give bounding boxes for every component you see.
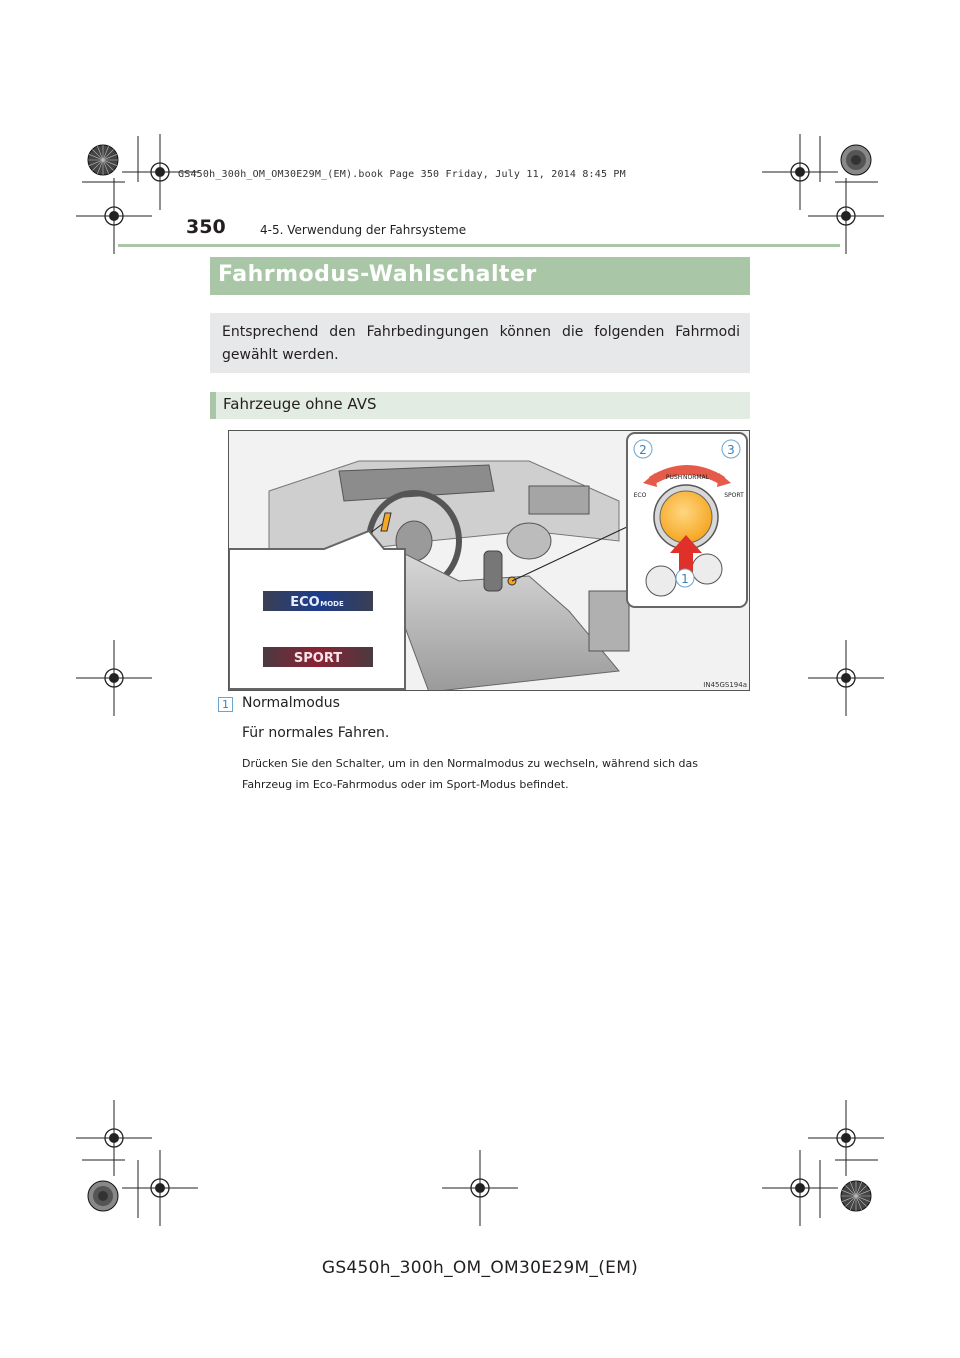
item-number-badge: 1 <box>218 697 233 712</box>
dashboard-illustration <box>229 431 750 691</box>
page-title: Fahrmodus-Wahlschalter <box>218 262 537 287</box>
dial-label-normal: NORMAL <box>682 474 710 481</box>
intro-box: Entsprechend den Fahrbedingungen können die folgenden Fahrmodi gewählt werden. <box>210 313 750 373</box>
badge-1: 1 <box>681 572 689 586</box>
item-title: Normalmodus <box>242 695 340 711</box>
badge-3: 3 <box>727 443 735 457</box>
header-rule <box>118 244 840 247</box>
subheading-bar <box>210 392 750 419</box>
section-title: 4-5. Verwendung der Fahrsysteme <box>260 223 467 237</box>
figure-code: IN45GS194a <box>703 681 747 689</box>
figure-illustration <box>228 430 750 691</box>
dial-label-sport: SPORT <box>724 492 744 499</box>
subheading-stripe <box>210 392 216 419</box>
sport-display-text: SPORT <box>293 651 343 666</box>
item-note: Drücken Sie den Schalter, um in den Normalmodus zu wechseln, während sich das Fahrzeug im Eco-Fahrmodus oder im Sport-Modus befindet. <box>242 757 699 791</box>
footer-code: GS450h_300h_OM_OM30E29M_(EM) <box>321 1258 639 1278</box>
subheading-text: Fahrzeuge ohne AVS <box>223 395 377 413</box>
title-bar <box>210 257 750 295</box>
dial-label-eco: ECO <box>633 492 647 499</box>
eco-display-small: MODE <box>320 600 344 608</box>
eco-display-text: ECO <box>290 595 320 610</box>
dial-label-push: PUSH <box>665 474 683 481</box>
item-description: Für normales Fahren. <box>242 725 390 741</box>
book-info-line: GS450h_300h_OM_OM30E29M_(EM).book Page 350 Friday, July 11, 2014 8:45 PM <box>178 169 626 180</box>
page-number: 350 <box>186 216 226 238</box>
badge-2: 2 <box>639 443 647 457</box>
